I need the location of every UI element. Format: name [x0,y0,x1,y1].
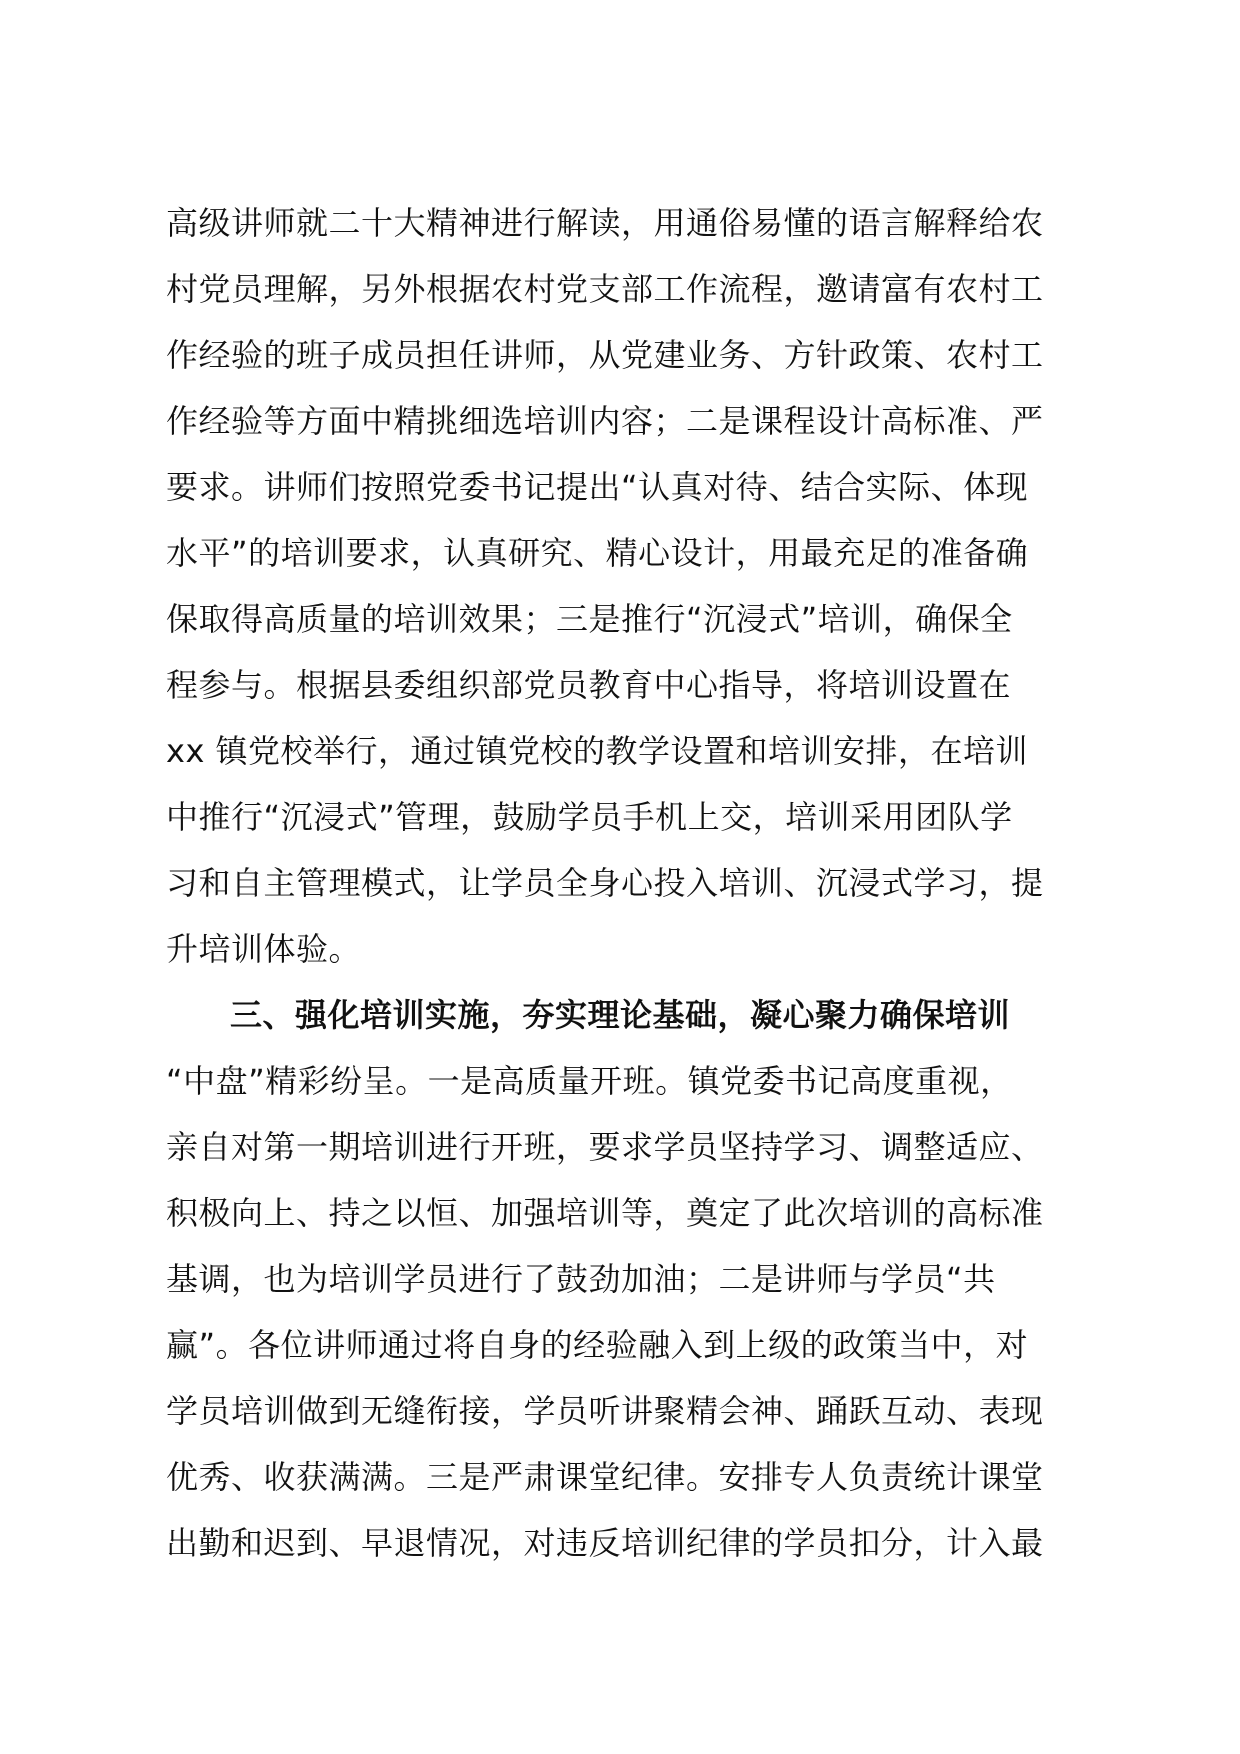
paragraph-line: xx 镇党校举行，通过镇党校的教学设置和培训安排，在培训 [166,732,1029,770]
paragraph-line: “中盘”精彩纷呈。一是高质量开班。镇党委书记高度重视， [166,1062,1013,1100]
document-body [166,190,1076,1576]
paragraph-line: 作经验的班子成员担任讲师，从党建业务、方针政策、农村工 [166,336,1044,374]
paragraph-line: 高级讲师就二十大精神进行解读，用通俗易懂的语言解释给农 [166,204,1044,242]
paragraph-line: 基调，也为培训学员进行了鼓劲加油；二是讲师与学员“共 [166,1260,996,1298]
paragraph-line: 赢”。各位讲师通过将自身的经验融入到上级的政策当中，对 [166,1326,1029,1364]
paragraph-line: 出勤和迟到、早退情况，对违反培训纪律的学员扣分，计入最 [166,1524,1044,1562]
paragraph-line: 程参与。根据县委组织部党员教育中心指导，将培训设置在 [166,666,1012,704]
paragraph-line: 升培训体验。 [166,930,362,968]
paragraph-line: 作经验等方面中精挑细选培训内容；二是课程设计高标准、严 [166,402,1044,440]
paragraph-line: 中推行“沉浸式”管理，鼓励学员手机上交，培训采用团队学 [166,798,1013,836]
paragraph-line: 水平”的培训要求，认真研究、精心设计，用最充足的准备确 [166,534,1029,572]
paragraph-line: 亲自对第一期培训进行开班，要求学员坚持学习、调整适应、 [166,1128,1044,1166]
paragraph-line: 习和自主管理模式，让学员全身心投入培训、沉浸式学习，提 [166,864,1044,902]
paragraph-line: 优秀、收获满满。三是严肃课堂纪律。安排专人负责统计课堂 [166,1458,1044,1496]
section-heading-line: 三、强化培训实施，夯实理论基础，凝心聚力确保培训 [230,996,1011,1034]
paragraph-line: 村党员理解，另外根据农村党支部工作流程，邀请富有农村工 [166,270,1044,308]
paragraph-line: 保取得高质量的培训效果；三是推行“沉浸式”培训，确保全 [166,600,1013,638]
paragraph-line: 积极向上、持之以恒、加强培训等，奠定了此次培训的高标准 [166,1194,1044,1232]
paragraph-line: 要求。讲师们按照党委书记提出“认真对待、结合实际、体现 [166,468,1029,506]
paragraph-line: 学员培训做到无缝衔接，学员听讲聚精会神、踊跃互动、表现 [166,1392,1044,1430]
